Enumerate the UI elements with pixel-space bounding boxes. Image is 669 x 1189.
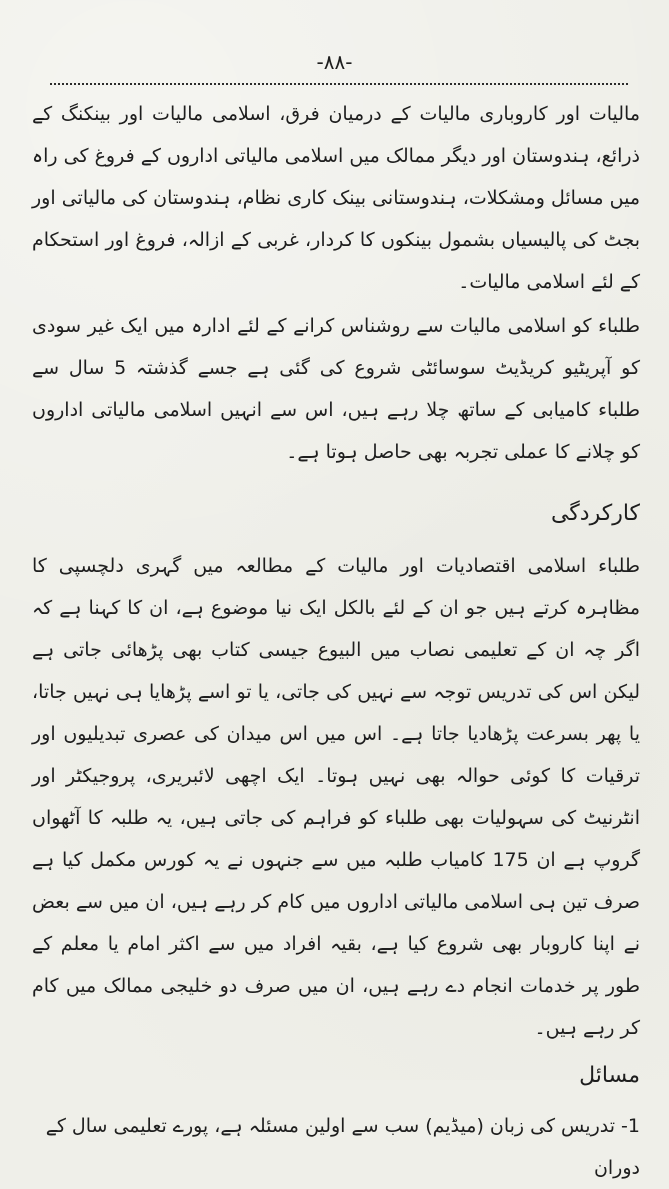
page-content bbox=[32, 93, 640, 1189]
body-paragraph: طلباء اسلامی اقتصادیات اور مالیات کے مطالعہ میں گہری دلچسپی کا مظاہرہ کرتے ہیں جو ان کے لئے بالکل ایک نیا موضوع ہے، ان کا کہنا ہے کہ اگر چہ ان کے تعلیمی نصاب میں البیوع جیسی کتاب بھی پڑھائی جاتی ہے لیکن اس کی تدریس توجہ سے نہیں کی جاتی، یا تو اسے پڑھایا ہی نہیں جاتا، یا پھر بسرعت پڑھادیا جاتا ہے۔ اس میں اس میدان کی عصری تبدیلیوں اور ترقیات کا کوئی حوالہ بھی نہیں ہوتا۔ ایک اچھی لائبریری، پروجیکٹر اور انٹرنیٹ کی سہولیات بھی طلباء کو فراہم کی جاتی ہیں، یہ طلبہ کا آٹھواں گروپ ہے ان 175 کامیاب طلبہ میں سے جنہوں نے یہ کورس مکمل کیا ہے صرف تین ہی اسلامی مالیاتی اداروں میں کام کر رہے ہیں، ان میں سے بعض نے اپنا کاروبار بھی شروع کیا ہے، بقیہ افراد میں سے اکثر امام یا معلم کے طور پر خدمات انجام دے رہے ہیں، ان میں صرف دو خلیجی ممالک میں کام کر رہے ہیں۔ bbox=[32, 555, 640, 1039]
body-paragraph: مالیات اور کاروباری مالیات کے درمیان فرق، اسلامی مالیات اور بینکنگ کے ذرائع، ہندوستان اور دیگر ممالک میں اسلامی مالیاتی اداروں کے فروغ کی راہ میں مسائل ومشکلات، ہندوستانی بینک کاری نظام، ہندوستان کی مالیاتی اور بجٹ کی پالیسیاں بشمول بینکوں کا کردار، غربی کے ازالہ، فروغ اور استحکام کے لئے اسلامی مالیات۔ bbox=[32, 103, 640, 293]
page-number: -۸۸- bbox=[316, 50, 353, 74]
numbered-list-item: 1- تدریس کی زبان (میڈیم) سب سے اولین مسئلہ ہے، پورے تعلیمی سال کے دوران bbox=[45, 1115, 640, 1179]
header-rule bbox=[50, 83, 628, 85]
body-paragraph: طلباء کو اسلامی مالیات سے روشناس کرانے کے لئے ادارہ میں ایک غیر سودی کو آپریٹیو کریڈیٹ سوسائٹی شروع کی گئی ہے جسے گذشتہ 5 سال سے طلباء کامیابی کے ساتھ چلا رہے ہیں، اس سے انہیں اسلامی مالیاتی اداروں کو چلانے کا عملی تجربہ بھی حاصل ہوتا ہے۔ bbox=[32, 315, 640, 463]
section-heading-problems: مسائل bbox=[579, 1063, 640, 1088]
section-heading-performance: کارکردگی bbox=[550, 501, 640, 526]
